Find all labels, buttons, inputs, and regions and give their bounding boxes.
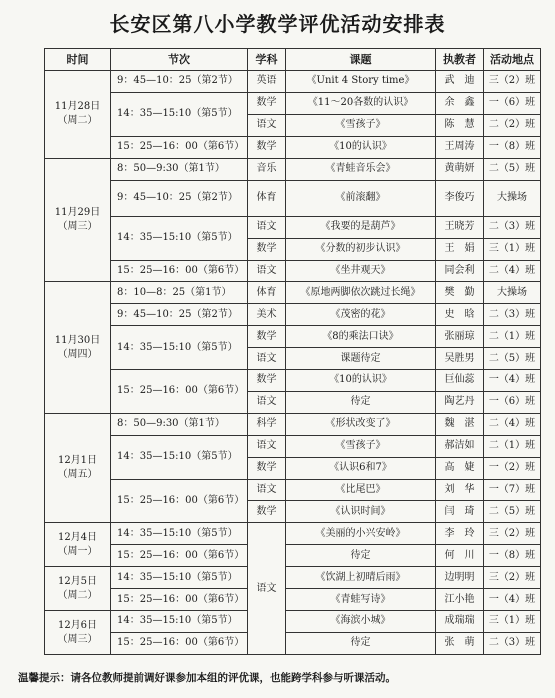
subject-cell: 美术 xyxy=(248,304,286,326)
teacher-cell: 闫 琦 xyxy=(436,501,484,523)
topic-cell: 《美丽的小兴安岭》 xyxy=(286,523,436,545)
weekday-text: （周五） xyxy=(57,469,98,481)
teacher-cell: 吴胜男 xyxy=(436,348,484,370)
place-cell: 一（2）班 xyxy=(484,457,541,479)
weekday-text: （周三） xyxy=(57,633,98,645)
weekday-text: （周三） xyxy=(57,221,98,233)
topic-cell: 《认识6和7》 xyxy=(286,457,436,479)
table-row xyxy=(45,304,541,326)
place-cell: 大操场 xyxy=(484,282,541,304)
place-cell: 二（3）班 xyxy=(484,304,541,326)
topic-cell: 《比尾巴》 xyxy=(286,479,436,501)
subject-cell: 科学 xyxy=(248,413,286,435)
date-cell xyxy=(45,413,111,523)
table-row xyxy=(45,435,541,457)
period-cell: 9：45—10：25（第2节） xyxy=(111,180,248,216)
teacher-cell: 同会利 xyxy=(436,260,484,282)
table-row xyxy=(45,567,541,589)
topic-cell: 《雪孩子》 xyxy=(286,435,436,457)
period-cell: 14：35—15:10（第5节） xyxy=(111,216,248,260)
place-cell: 二（5）班 xyxy=(484,348,541,370)
date-text: 11月28日 xyxy=(54,101,101,113)
table-row xyxy=(45,545,541,567)
topic-cell: 《8的乘法口诀》 xyxy=(286,326,436,348)
date-cell xyxy=(45,158,111,282)
period-cell: 15：25—16：00（第6节） xyxy=(111,370,248,414)
period-cell: 14：35—15:10（第5节） xyxy=(111,611,248,633)
weekday-text: （周一） xyxy=(57,545,98,557)
date-text: 12月6日 xyxy=(57,619,98,631)
tip-note: 温馨提示：请各位教师提前调好课参加本组的评优课，也能跨学科参与听课活动。 xyxy=(18,672,396,684)
teacher-cell: 武 迪 xyxy=(436,71,484,93)
col-header-time: 时间 xyxy=(45,49,111,71)
topic-cell: 《前滚翻》 xyxy=(286,180,436,216)
teacher-cell: 王周涛 xyxy=(436,136,484,158)
table-row xyxy=(45,282,541,304)
subject-cell: 语文 xyxy=(248,523,286,655)
subject-cell: 数学 xyxy=(248,92,286,114)
place-cell: 一（6）班 xyxy=(484,92,541,114)
teacher-cell: 边明明 xyxy=(436,567,484,589)
table-row xyxy=(45,158,541,180)
topic-cell: 待定 xyxy=(286,632,436,654)
subject-cell: 语文 xyxy=(248,348,286,370)
table-row xyxy=(45,92,541,114)
date-text: 11月30日 xyxy=(54,334,101,346)
subject-cell: 数学 xyxy=(248,238,286,260)
subject-cell: 数学 xyxy=(248,501,286,523)
topic-cell: 《认识时间》 xyxy=(286,501,436,523)
place-cell: 二（5）班 xyxy=(484,158,541,180)
place-cell: 二（2）班 xyxy=(484,114,541,136)
place-cell: 二（4）班 xyxy=(484,260,541,282)
teacher-cell: 史 晗 xyxy=(436,304,484,326)
weekday-text: （周二） xyxy=(57,115,98,127)
subject-cell: 数学 xyxy=(248,457,286,479)
place-cell: 二（1）班 xyxy=(484,326,541,348)
page-title: 长安区第八小学教学评优活动安排表 xyxy=(109,12,446,36)
period-cell: 15：25—16：00（第6节） xyxy=(111,589,248,611)
topic-cell: 《分数的初步认识》 xyxy=(286,238,436,260)
date-cell xyxy=(45,71,111,159)
teacher-cell: 王晓芳 xyxy=(436,216,484,238)
teacher-cell: 郝洁如 xyxy=(436,435,484,457)
topic-cell: 《坐井观天》 xyxy=(286,260,436,282)
period-cell: 15：25—16：00（第6节） xyxy=(111,136,248,158)
table-row xyxy=(45,589,541,611)
table-row xyxy=(45,326,541,348)
col-header-period: 节次 xyxy=(111,49,248,71)
period-cell: 14：35—15:10（第5节） xyxy=(111,523,248,545)
teacher-cell: 王 娟 xyxy=(436,238,484,260)
table-row xyxy=(45,136,541,158)
place-cell: 一（4）班 xyxy=(484,589,541,611)
table-row xyxy=(45,260,541,282)
place-cell: 一（8）班 xyxy=(484,136,541,158)
place-cell: 一（4）班 xyxy=(484,370,541,392)
place-cell: 二（1）班 xyxy=(484,435,541,457)
period-cell: 15：25—16：00（第6节） xyxy=(111,260,248,282)
place-cell: 一（7）班 xyxy=(484,479,541,501)
topic-cell: 《雪孩子》 xyxy=(286,114,436,136)
date-text: 12月1日 xyxy=(57,455,98,467)
place-cell: 一（8）班 xyxy=(484,545,541,567)
date-cell xyxy=(45,611,111,655)
table-row xyxy=(45,611,541,633)
place-cell: 三（2）班 xyxy=(484,71,541,93)
teacher-cell: 何 川 xyxy=(436,545,484,567)
topic-cell: 《Unit 4 Story time》 xyxy=(286,71,436,93)
table-row xyxy=(45,370,541,392)
place-cell: 三（1）班 xyxy=(484,238,541,260)
teacher-cell: 巨仙蕊 xyxy=(436,370,484,392)
place-cell: 大操场 xyxy=(484,180,541,216)
teacher-cell: 成瑞瑞 xyxy=(436,611,484,633)
topic-cell: 《形状改变了》 xyxy=(286,413,436,435)
subject-cell: 体育 xyxy=(248,282,286,304)
teacher-cell: 李 玲 xyxy=(436,523,484,545)
period-cell: 8：50—9:30（第1节） xyxy=(111,413,248,435)
period-cell: 9：45—10：25（第2节） xyxy=(111,71,248,93)
teacher-cell: 张丽琼 xyxy=(436,326,484,348)
period-cell: 14：35—15:10（第5节） xyxy=(111,567,248,589)
teacher-cell: 樊 勤 xyxy=(436,282,484,304)
weekday-text: （周四） xyxy=(57,348,98,360)
topic-cell: 《10的认识》 xyxy=(286,370,436,392)
table-row xyxy=(45,71,541,93)
teacher-cell: 黄萌妍 xyxy=(436,158,484,180)
teacher-cell: 陈 慧 xyxy=(436,114,484,136)
subject-cell: 语文 xyxy=(248,479,286,501)
header-row xyxy=(45,49,541,71)
subject-cell: 数学 xyxy=(248,370,286,392)
col-header-subject: 学科 xyxy=(248,49,286,71)
teacher-cell: 魏 湛 xyxy=(436,413,484,435)
period-cell: 15：25—16：00（第6节） xyxy=(111,479,248,523)
topic-cell: 《11～20各数的认识》 xyxy=(286,92,436,114)
period-cell: 14：35—15:10（第5节） xyxy=(111,92,248,136)
date-cell xyxy=(45,282,111,413)
teacher-cell: 高 婕 xyxy=(436,457,484,479)
period-cell: 15：25—16：00（第6节） xyxy=(111,632,248,654)
col-header-teacher: 执教者 xyxy=(436,49,484,71)
subject-cell: 音乐 xyxy=(248,158,286,180)
schedule-table xyxy=(44,48,541,655)
table-row xyxy=(45,479,541,501)
subject-cell: 语文 xyxy=(248,260,286,282)
topic-cell: 《茂密的花》 xyxy=(286,304,436,326)
teacher-cell: 江小艳 xyxy=(436,589,484,611)
teacher-cell: 张 萌 xyxy=(436,632,484,654)
teacher-cell: 李俊巧 xyxy=(436,180,484,216)
topic-cell: 《饮湖上初晴后雨》 xyxy=(286,567,436,589)
table-row xyxy=(45,523,541,545)
period-cell: 14：35—15:10（第5节） xyxy=(111,326,248,370)
place-cell: 二（3）班 xyxy=(484,632,541,654)
topic-cell: 课题待定 xyxy=(286,348,436,370)
topic-cell: 《10的认识》 xyxy=(286,136,436,158)
teacher-cell: 刘 华 xyxy=(436,479,484,501)
subject-cell: 语文 xyxy=(248,114,286,136)
date-cell xyxy=(45,523,111,567)
subject-cell: 语文 xyxy=(248,216,286,238)
period-cell: 14：35—15:10（第5节） xyxy=(111,435,248,479)
date-text: 11月29日 xyxy=(54,207,101,219)
topic-cell: 《青蛙音乐会》 xyxy=(286,158,436,180)
weekday-text: （周二） xyxy=(57,589,98,601)
place-cell: 二（5）班 xyxy=(484,501,541,523)
place-cell: 三（1）班 xyxy=(484,611,541,633)
period-cell: 8：50—9:30（第1节） xyxy=(111,158,248,180)
topic-cell: 《海滨小城》 xyxy=(286,611,436,633)
table-row xyxy=(45,180,541,216)
date-text: 12月4日 xyxy=(57,531,98,543)
subject-cell: 体育 xyxy=(248,180,286,216)
topic-cell: 待定 xyxy=(286,545,436,567)
subject-cell: 数学 xyxy=(248,136,286,158)
date-text: 12月5日 xyxy=(57,575,98,587)
period-cell: 15：25—16：00（第6节） xyxy=(111,545,248,567)
place-cell: 三（2）班 xyxy=(484,523,541,545)
period-cell: 8：10—8：25（第1节） xyxy=(111,282,248,304)
topic-cell: 《青蛙写诗》 xyxy=(286,589,436,611)
teacher-cell: 余 鑫 xyxy=(436,92,484,114)
place-cell: 二（4）班 xyxy=(484,413,541,435)
subject-cell: 数学 xyxy=(248,326,286,348)
col-header-place: 活动地点 xyxy=(484,49,541,71)
table-row xyxy=(45,216,541,238)
subject-cell: 语文 xyxy=(248,435,286,457)
place-cell: 二（3）班 xyxy=(484,216,541,238)
topic-cell: 待定 xyxy=(286,391,436,413)
schedule-body xyxy=(45,71,541,655)
topic-cell: 《我要的是葫芦》 xyxy=(286,216,436,238)
subject-cell: 英语 xyxy=(248,71,286,93)
table-row xyxy=(45,632,541,654)
place-cell: 一（6）班 xyxy=(484,391,541,413)
date-cell xyxy=(45,567,111,611)
place-cell: 三（2）班 xyxy=(484,567,541,589)
period-cell: 9：45—10：25（第2节） xyxy=(111,304,248,326)
topic-cell: 《原地两脚依次跳过长绳》 xyxy=(286,282,436,304)
subject-cell: 语文 xyxy=(248,391,286,413)
table-row xyxy=(45,413,541,435)
teacher-cell: 陶艺丹 xyxy=(436,391,484,413)
col-header-topic: 课题 xyxy=(286,49,436,71)
